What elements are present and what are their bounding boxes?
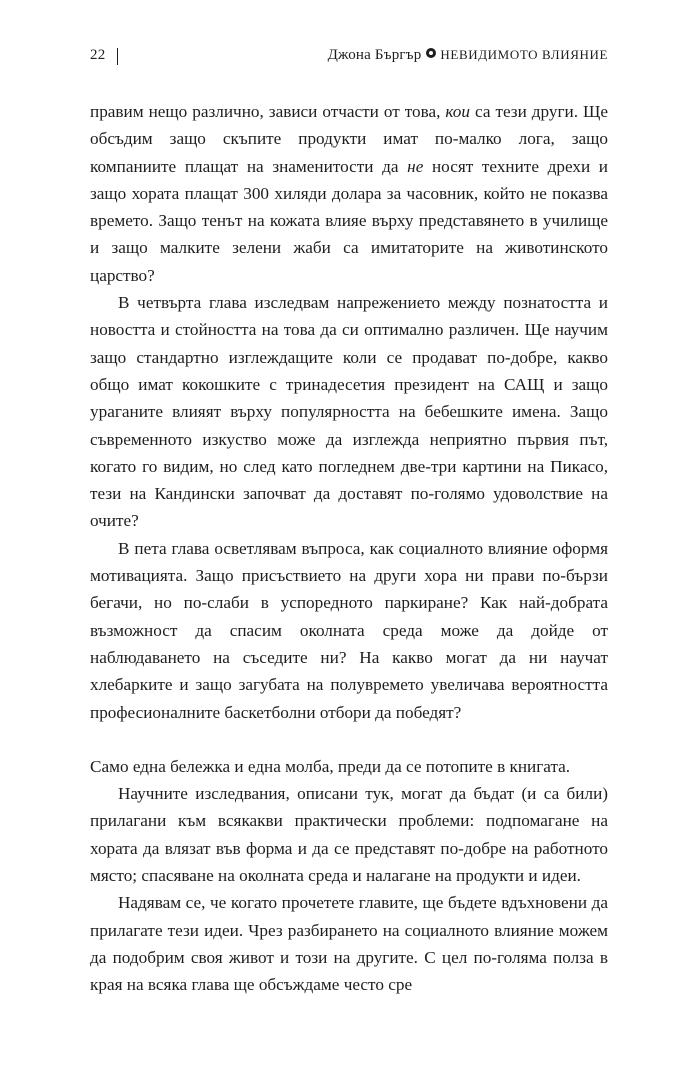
paragraph: В четвърта глава изследвам напрежението между познатостта и новостта и стойността на това да си оптимално различен. Ще научим защо стандартно изглеждащите коли се продават по-добре, какво общо имат кокошките с тринадесетия президент на САЩ и защо ураганите влияят върху популярността на бебешките имена. Защо съвременното изкуство може да изглежда неприятно първия път, когато го видим, но след като погледнем две-три картини на Пикасо, тези на Кандински започват да доставят по-голямо удоволствие на очите? xyxy=(90,293,608,531)
paragraph: правим нещо различно, зависи отчасти от това, кои са тези други. Ще обсъдим защо скъпите продукти имат по-малко лога, защо компаниите плащат на знаменитости да не носят техните дрехи и защо хората плащат 300 хиляди долара за часовник, който не показва времето. Защо тенът на кожата влияе върху представянето в училище и защо малките зелени жаби са имитаторите на животинското царство? xyxy=(90,102,609,285)
paragraph: Само една бележка и една молба, преди да се потопите в книгата. xyxy=(90,756,571,776)
section-break xyxy=(90,726,608,753)
body-text xyxy=(90,98,608,999)
book-info xyxy=(328,47,608,64)
paragraph: Надявам се, че когато прочетете главите, ще бъдете вдъхновени да прилагате тези идеи. Чрез разбирането на социалното влияние можем да подобрим своя живот и този на другите. С цел по-голяма полза в края на всяка глава ще обсъждаме често сре xyxy=(90,893,608,995)
running-head xyxy=(90,47,608,71)
bullet-separator-icon xyxy=(426,48,436,58)
book-title: НЕВИДИМОТО ВЛИЯНИЕ xyxy=(440,47,608,62)
emphasis: кои xyxy=(445,102,470,121)
author-name: Джона Бъргър xyxy=(327,47,422,63)
paragraph: Научните изследвания, описани тук, могат да бъдат (и са били) прилагани към всякакви практически проблеми: подпомагане на хората да влязат във форма и да се представят по-добре на работното място; спасяване на околната среда и налагане на продукти и идеи. xyxy=(90,784,608,886)
paragraph: В пета глава осветлявам въпроса, как социалното влияние оформя мотивацията. Защо присъствието на други хора ни прави по-бързи бегачи, но по-слаби в успоредното паркиране? Как най-добрата възможност да спасим околната среда може да дойде от наблюдаването на съседите ни? На какво могат да ни научат хлебарките и защо загубата на полувремето увеличава вероятността професионалните баскетболни отбори да победят? xyxy=(90,538,608,722)
page-number: 22 xyxy=(90,47,106,63)
header-divider xyxy=(117,48,118,65)
emphasis: не xyxy=(407,156,424,176)
